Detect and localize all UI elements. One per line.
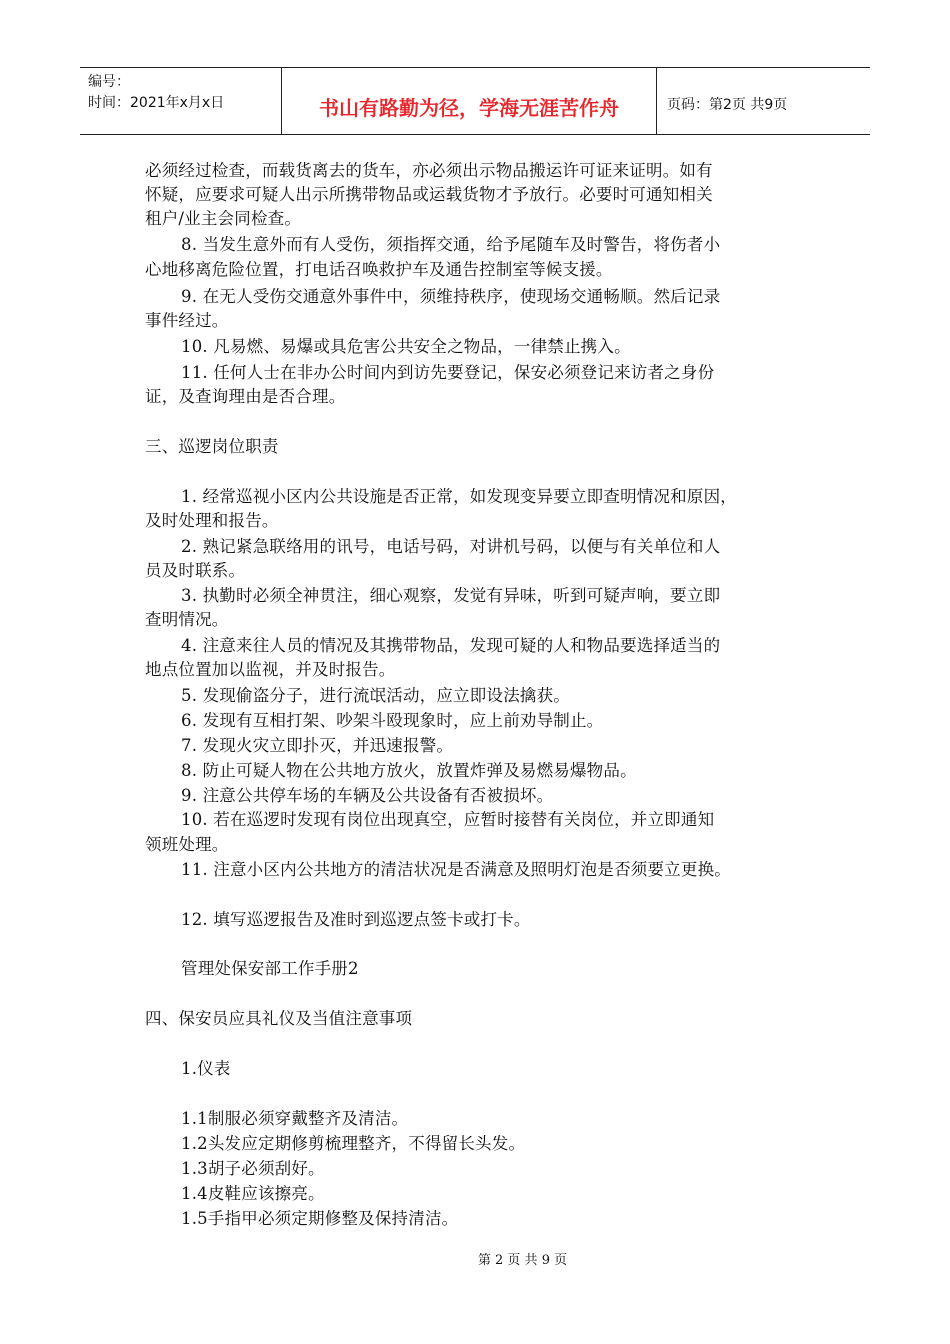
body-line: 5. 发现偷盗分子，进行流氓活动，应立即设法擒获。 — [181, 686, 570, 705]
body-line: 7. 发现火灾立即扑灭，并迅速报警。 — [181, 736, 454, 755]
section-heading: 三、巡逻岗位职责 — [145, 437, 279, 456]
body-line: 9. 注意公共停车场的车辆及公共设备有否被损坏。 — [181, 786, 554, 805]
document-date-label: 时间：2021年x月x日 — [88, 95, 225, 111]
body-line: 1.5手指甲必须定期修整及保持清洁。 — [181, 1209, 459, 1228]
body-line: 管理处保安部工作手册2 — [181, 959, 359, 978]
body-line: 员及时联系。 — [145, 561, 246, 580]
body-line: 1. 经常巡视小区内公共设施是否正常，如发现变异要立即查明情况和原因， — [181, 487, 737, 506]
body-line: 地点位置加以监视，并及时报告。 — [145, 660, 396, 679]
body-line: 领班处理。 — [145, 835, 229, 854]
header-page-cell — [657, 68, 870, 134]
body-line: 1.4皮鞋应该擦亮。 — [181, 1184, 325, 1203]
header-motto: 书山有路勤为径，学海无涯苦作舟 — [319, 96, 619, 120]
subsection-heading: 1.仪表 — [181, 1059, 231, 1078]
body-line: 9. 在无人受伤交通意外事件中，须维持秩序，使现场交通畅顺。然后记录 — [181, 287, 721, 306]
body-line: 10. 凡易燃、易爆或具危害公共安全之物品，一律禁止携入。 — [181, 337, 631, 356]
body-line: 2. 熟记紧急联络用的讯号，电话号码，对讲机号码，以便与有关单位和人 — [181, 537, 721, 556]
body-line: 必须经过检查，而载货离去的货车，亦必须出示物品搬运许可证来证明。如有 — [145, 161, 713, 180]
body-line: 1.2头发应定期修剪梳理整齐，不得留长头发。 — [181, 1134, 526, 1153]
body-line: 11. 注意小区内公共地方的清洁状况是否满意及照明灯泡是否须要立更换。 — [181, 860, 731, 879]
body-line: 1.3胡子必须刮好。 — [181, 1159, 325, 1178]
body-line: 11. 任何人士在非办公时间内到访先要登记，保安必须登记来访者之身份 — [181, 363, 715, 382]
body-line: 怀疑，应要求可疑人出示所携带物品或运载货物才予放行。必要时可通知相关 — [145, 185, 713, 204]
body-line: 6. 发现有互相打架、吵架斗殴现象时，应上前劝导制止。 — [181, 711, 604, 730]
section-heading: 四、保安员应具礼仪及当值注意事项 — [145, 1009, 413, 1028]
body-line: 12. 填写巡逻报告及准时到巡逻点签卡或打卡。 — [181, 910, 531, 929]
body-line: 证，及查询理由是否合理。 — [145, 387, 346, 406]
body-line: 8. 防止可疑人物在公共地方放火，放置炸弹及易燃易爆物品。 — [181, 761, 637, 780]
page-footer: 第 2 页 共 9 页 — [477, 1253, 568, 1268]
body-line: 4. 注意来往人员的情况及其携带物品，发现可疑的人和物品要选择适当的 — [181, 636, 721, 655]
body-line: 心地移离危险位置，打电话召唤救护车及通告控制室等候支援。 — [145, 260, 613, 279]
body-line: 1.1制服必须穿戴整齐及清洁。 — [181, 1109, 409, 1128]
header-page-number: 页码：第2页 共9页 — [667, 97, 788, 113]
body-line: 查明情况。 — [145, 610, 229, 629]
body-line: 10. 若在巡逻时发现有岗位出现真空，应暂时接替有关岗位，并立即通知 — [181, 810, 715, 829]
header-info-cell — [80, 68, 282, 134]
body-line: 及时处理和报告。 — [145, 511, 279, 530]
document-number-label: 编号： — [88, 74, 130, 90]
body-line: 事件经过。 — [145, 311, 229, 330]
body-line: 8. 当发生意外而有人受伤，须指挥交通，给予尾随车及时警告，将伤者小 — [181, 235, 721, 254]
body-line: 租户/业主会同检查。 — [145, 209, 302, 228]
document-header — [80, 67, 870, 135]
header-motto-cell — [282, 68, 657, 134]
body-line: 3. 执勤时必须全神贯注，细心观察，发觉有异味，听到可疑声响，要立即 — [181, 586, 721, 605]
